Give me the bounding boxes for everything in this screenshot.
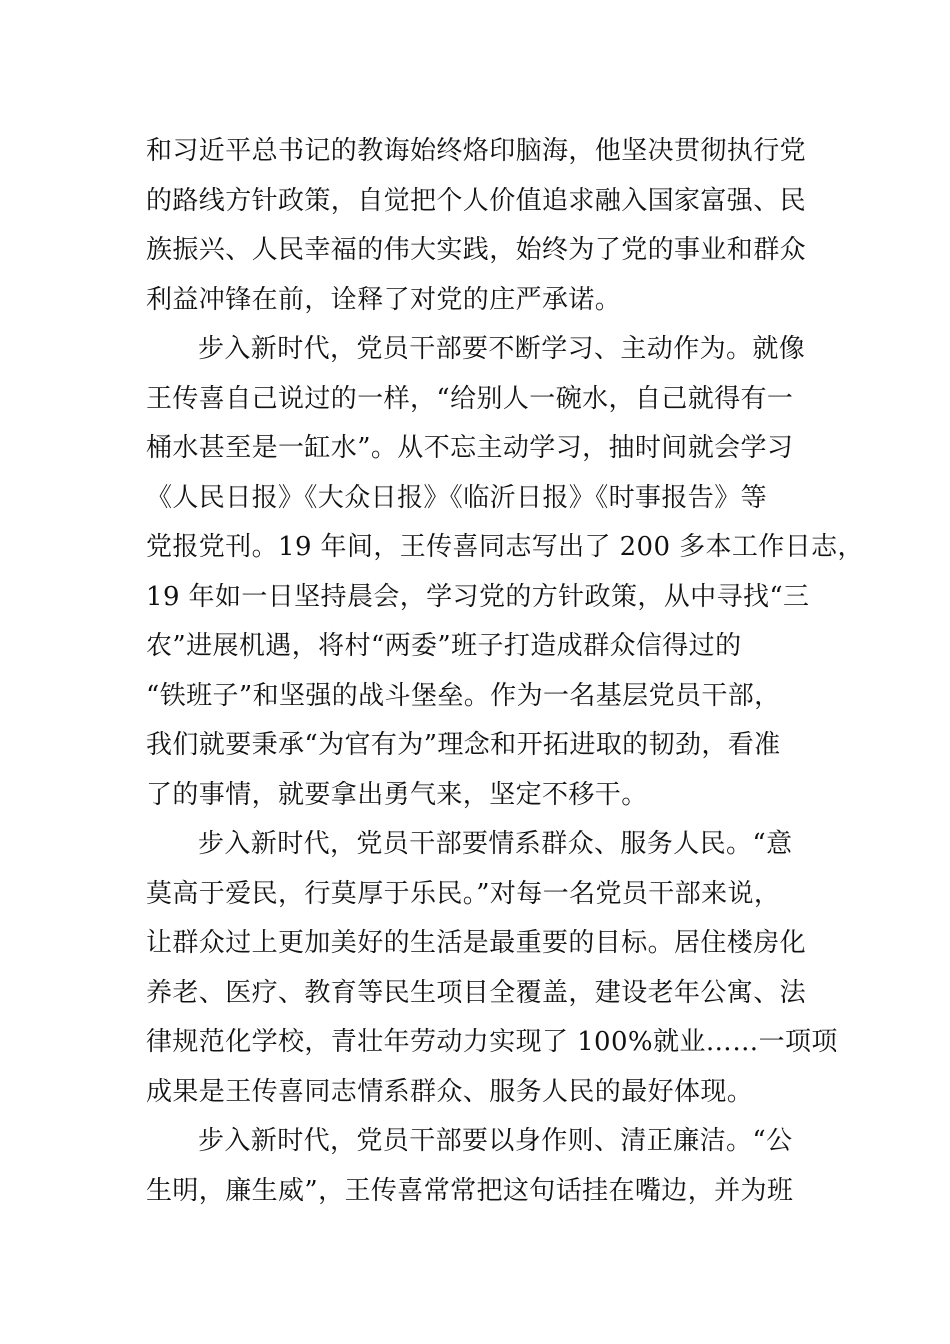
text-line: 《人民日报》《大众日报》《临沂日报》《时事报告》等 <box>146 482 768 513</box>
text-line: 和习近平总书记的教诲始终烙印脑海，他坚决贯彻执行党 <box>146 136 807 166</box>
text-line: 莫高于爱民，行莫厚于乐民。”对每一名党员干部来说， <box>146 878 781 909</box>
text-line: 农”进展机遇，将村“两委”班子打造成群众信得过的 <box>146 631 742 661</box>
text-line: 我们就要秉承“为官有为”理念和开拓进取的韧劲，看准 <box>146 730 781 760</box>
text-line: 党报党刊。19 年间，王传喜同志写出了 200 多本工作日志， <box>146 532 864 562</box>
text-line: 成果是王传喜同志情系群众、服务人民的最好体现。 <box>146 1076 754 1107</box>
text-line: 桶水甚至是一缸水”。从不忘主动学习，抽时间就会学习 <box>146 433 794 463</box>
text-line: 律规范化学校，青壮年劳动力实现了 100%就业……一项项 <box>146 1027 838 1057</box>
text-line: 养老、医疗、教育等民生项目全覆盖，建设老年公寓、法 <box>146 977 807 1008</box>
text-line: 生明，廉生威”，王传喜常常把这句话挂在嘴边，并为班 <box>146 1175 794 1206</box>
text-line: 让群众过上更加美好的生活是最重要的目标。居住楼房化 <box>146 928 807 958</box>
paragraph-first-line: 步入新时代，党员干部要情系群众、服务人民。“意 <box>198 829 793 859</box>
paragraph-first-line: 步入新时代，党员干部要不断学习、主动作为。就像 <box>198 334 806 364</box>
body-text <box>146 127 864 1216</box>
text-line: 利益冲锋在前，诠释了对党的庄严承诺。 <box>146 284 622 315</box>
text-line: 族振兴、人民幸福的伟大实践，始终为了党的事业和群众 <box>146 235 807 265</box>
paragraph-first-line: 步入新时代，党员干部要以身作则、清正廉洁。“公 <box>198 1126 793 1156</box>
text-line: 了的事情，就要拿出勇气来，坚定不移干。 <box>146 779 648 810</box>
text-line: 王传喜自己说过的一样，“给别人一碗水，自己就得有一 <box>146 383 794 414</box>
text-line: 19 年如一日坚持晨会，学习党的方针政策，从中寻找“三 <box>146 581 810 612</box>
text-line: 的路线方针政策，自觉把个人价值追求融入国家富强、民 <box>146 185 807 216</box>
text-line: “铁班子”和坚强的战斗堡垒。作为一名基层党员干部， <box>146 680 781 711</box>
